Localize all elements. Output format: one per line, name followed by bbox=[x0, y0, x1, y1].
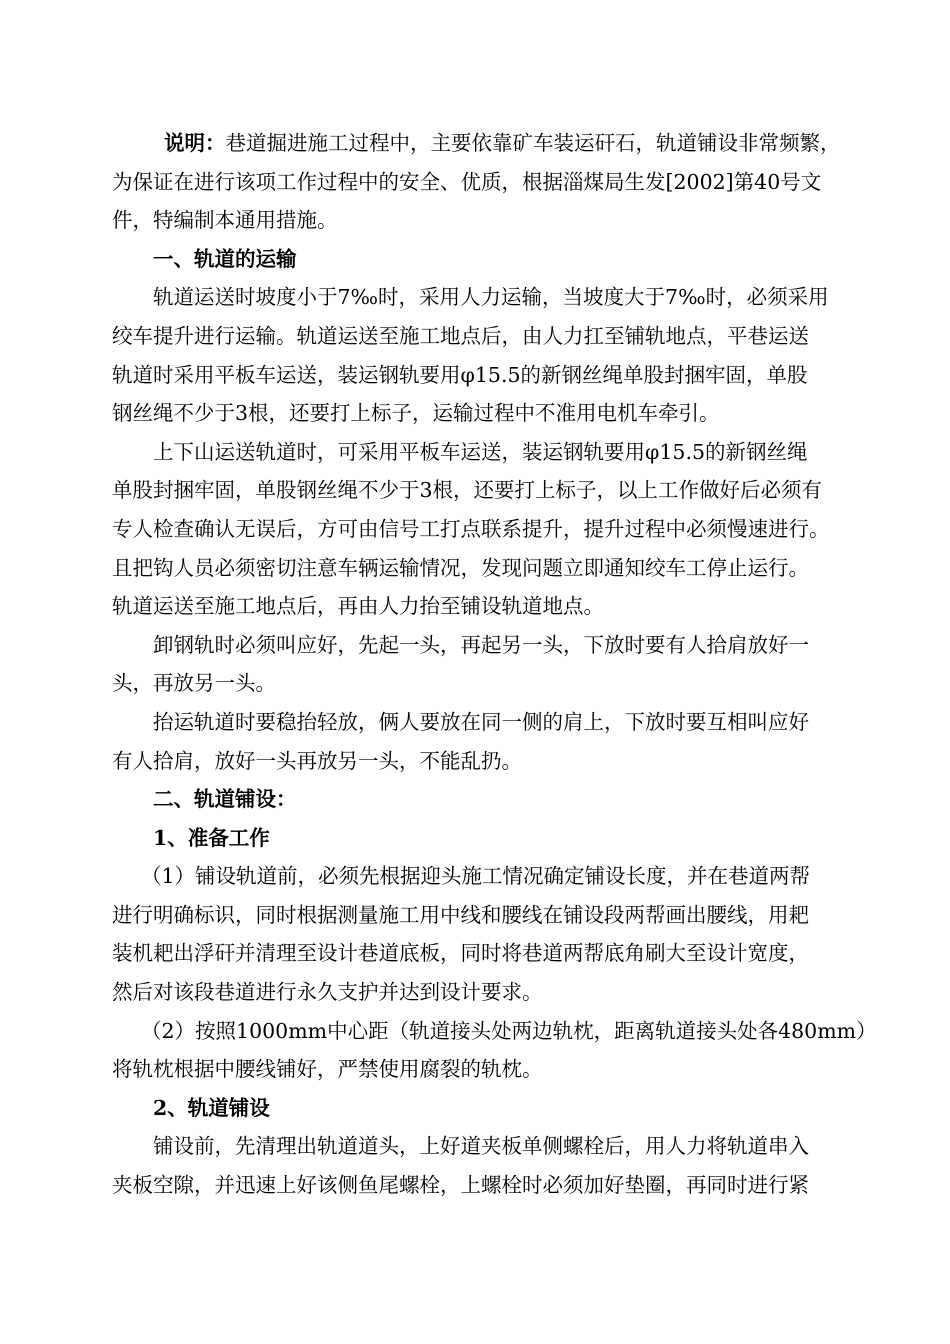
document-body bbox=[112, 124, 878, 1205]
s1-p2-line: 单股封捆牢固，单股钢丝绳不少于3根，还要打上标子，以上工作做好后必须有 bbox=[112, 478, 823, 503]
s1-p2-line: 且把钩人员必须密切注意车辆运输情况，发现问题立即通知绞车工停止运行。 bbox=[112, 555, 809, 580]
intro-line-1 bbox=[112, 124, 878, 163]
s2-sub1-p2-line: （2）按照1000mm中心距（轨道接头处两边轨枕，距离轨道接头处各480mm） bbox=[141, 1018, 877, 1043]
s1-p1-line: 轨道运送时坡度小于7‰时，采用人力运输，当坡度大于7‰时，必须采用 bbox=[153, 285, 829, 310]
s2-sub1-p2-line: 将轨枕根据中腰线铺好，严禁使用腐裂的轨枕。 bbox=[112, 1057, 543, 1082]
s1-p1-line: 钢丝绳不少于3根，还要打上标子，运输过程中不准用电机车牵引。 bbox=[112, 401, 720, 426]
s1-p2-line: 上下山运送轨道时，可采用平板车运送，装运钢轨要用φ15.5的新钢丝绳 bbox=[153, 439, 808, 464]
s1-p1-line: 绞车提升进行运输。轨道运送至施工地点后，由人力扛至铺轨地点，平巷运送 bbox=[112, 323, 809, 348]
s1-p3-line: 头，再放另一头。 bbox=[112, 671, 276, 696]
s1-p3-line: 卸钢轨时必须叫应好，先起一头，再起另一头，下放时要有人拾肩放好一 bbox=[153, 632, 809, 657]
s2-sub1-p1-line: （1）铺设轨道前，必须先根据迎头施工情况确定铺设长度，并在巷道两帮 bbox=[141, 864, 811, 889]
s1-p4-line: 抬运轨道时要稳抬轻放，俩人要放在同一侧的肩上，下放时要互相叫应好 bbox=[153, 709, 809, 734]
s2-sub2-p1-line: 铺设前，先清理出轨道道头，上好道夹板单侧螺栓后，用人力将轨道串入 bbox=[153, 1134, 809, 1159]
s1-p4-line: 有人拾肩，放好一头再放另一头，不能乱扔。 bbox=[112, 748, 522, 773]
section-1-heading: 一、轨道的运输 bbox=[153, 246, 297, 271]
section-2-heading: 二、轨道铺设： bbox=[153, 787, 297, 812]
s2-sub1-p1-line: 然后对该段巷道进行永久支护并达到设计要求。 bbox=[112, 980, 543, 1005]
s2-sub2-p1-line: 夹板空隙，并迅速上好该侧鱼尾螺栓，上螺栓时必须加好垫圈，再同时进行紧 bbox=[112, 1173, 809, 1198]
intro-text: 巷道掘进施工过程中，主要依靠矿车装运矸石，轨道铺设非常频繁， bbox=[225, 131, 841, 155]
s1-p1-line: 轨道时采用平板车运送，装运钢轨要用φ15.5的新钢丝绳单股封捆牢固，单股 bbox=[112, 362, 808, 387]
subsection-2-heading: 2、轨道铺设 bbox=[153, 1095, 270, 1120]
intro-line-2: 为保证在进行该项工作过程中的安全、优质，根据淄煤局生发[2002]第40号文 bbox=[112, 169, 822, 194]
intro-label: 说明： bbox=[164, 131, 226, 155]
s2-sub1-p1-line: 装机耙出浮矸并清理至设计巷道底板，同时将巷道两帮底角刷大至设计宽度， bbox=[112, 941, 809, 966]
s2-sub1-p1-line: 进行明确标识，同时根据测量施工用中线和腰线在铺设段两帮画出腰线，用耙 bbox=[112, 902, 809, 927]
s1-p2-line: 专人检查确认无误后，方可由信号工打点联系提升，提升过程中必须慢速进行。 bbox=[112, 516, 830, 541]
subsection-1-heading: 1、准备工作 bbox=[153, 825, 270, 850]
s1-p2-line: 轨道运送至施工地点后，再由人力抬至铺设轨道地点。 bbox=[112, 594, 604, 619]
intro-line-3: 件，特编制本通用措施。 bbox=[112, 208, 338, 233]
